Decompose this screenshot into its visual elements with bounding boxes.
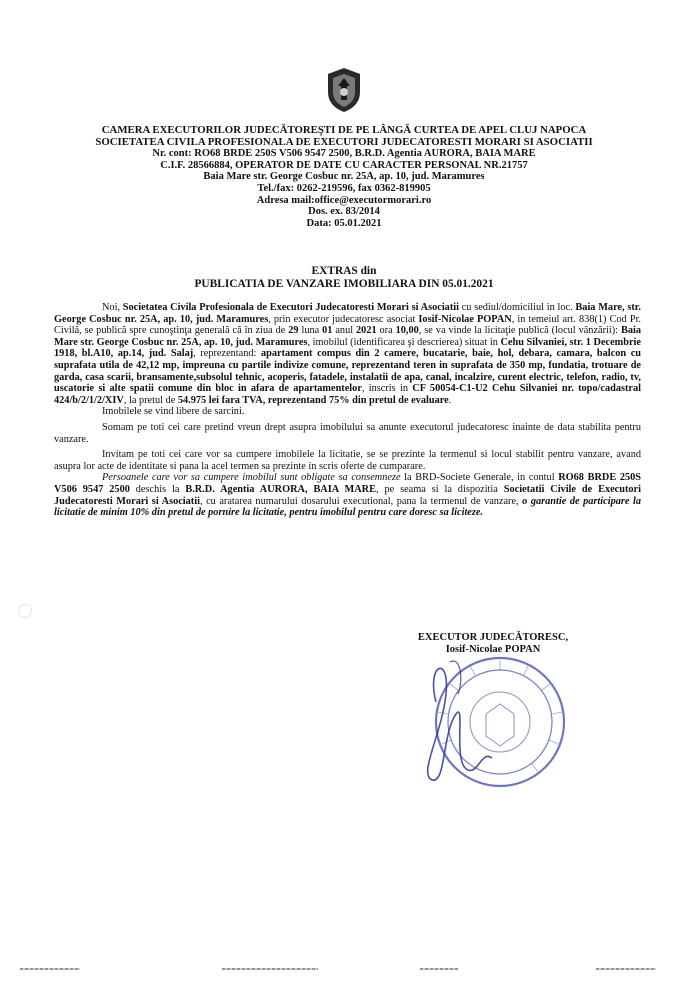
document-body xyxy=(54,302,641,519)
paragraph-summons: Somam pe toti cei care pretind vreun drept asupra imobilului sa anunte executorul judecatoresc inainte de data stabilita pentru vanzare. xyxy=(54,421,641,445)
paragraph-announcement xyxy=(54,302,641,406)
text-bold: 10,00 xyxy=(395,325,419,337)
text-run: , inscris in xyxy=(361,383,413,395)
text-run: anul xyxy=(332,325,357,337)
header-bank-account: Nr. cont: RO68 BRDE 250S V506 9547 2500, B.R.D. Agentia AURORA, BAIA MARE xyxy=(152,148,536,160)
text-run: luna xyxy=(298,325,323,337)
text-bold: Societatii Civile de Executori Judecatoresti Morari si Asociatii xyxy=(54,483,641,507)
institution-header xyxy=(60,125,628,229)
scan-artifact-line xyxy=(20,968,80,970)
scan-artifact-line xyxy=(420,968,458,970)
text-run: , reprezentand: xyxy=(193,348,261,360)
scan-artifact-line xyxy=(222,968,318,970)
text-run: Noi, xyxy=(102,302,123,313)
title-publication: PUBLICATIA DE VANZARE IMOBILIARA DIN 05.01.2021 xyxy=(194,278,494,290)
header-company: SOCIETATEA CIVILA PROFESIONALA DE EXECUTORI JUDECATORESTI MORARI SI ASOCIATII xyxy=(95,135,593,148)
coat-of-arms-emblem xyxy=(322,66,366,114)
text-bold: B.R.D. Agentia AURORA, BAIA MARE xyxy=(185,483,376,495)
signature-title: EXECUTOR JUDECĂTORESC, xyxy=(417,632,569,643)
text-bold: Societatea Civila Profesionala de Executori Judecatoresti Morari si Asociatii xyxy=(122,302,459,313)
paragraph-guarantee xyxy=(54,472,641,518)
text-bold: Baia Mare, str. George Cosbuc nr. 25A, ap. 10, jud. Maramures xyxy=(54,302,641,325)
text-italic: Persoanele care vor sa cumpere imobilul sunt obligate sa consemneze xyxy=(102,472,401,484)
text-run: , cu aratarea numarului dosarului executional, pana la termenul de vanzare, xyxy=(199,495,523,507)
text-bold: 29 xyxy=(288,325,299,337)
official-stamp-and-signature xyxy=(398,654,578,794)
scan-artifact-line xyxy=(596,968,656,970)
text-run: , se va vinde la licitaţie publică (locul vânzării): xyxy=(418,325,621,337)
text-run: ora xyxy=(376,325,396,337)
header-date: Data: 05.01.2021 xyxy=(306,217,382,229)
text-bold: Baia Mare str. George Cosbuc nr. 25A, ap. 10, jud. Maramures xyxy=(54,325,641,348)
text-bold: RO68 BRDE 250S V506 9547 2500 xyxy=(54,472,642,495)
header-phone: Tel./fax: 0262-219596, fax 0362-819905 xyxy=(257,182,431,194)
text-bold-italic: o garantie de participare la licitatie de minim 10% din pretul de pornire la licitatie, pentru imobilul pentru care doresc sa liciteze. xyxy=(54,495,641,519)
text-run: , pe seama si la dispozitia xyxy=(375,483,504,495)
text-bold: Cehu Silvaniei, str. 1 Decembrie 1918, bl.A10, ap.14, jud. Salaj xyxy=(54,336,641,360)
text-bold: CF 50054-C1-U2 Cehu Silvaniei nr. topo/cadastral 424/b/2/1/2/XIV xyxy=(54,383,641,406)
paragraph-invitation: Invitam pe toti cei care vor sa cumpere imobilele la licitatie, se se prezinte la termenul si locul stabilit pentru vanzare, avand asupra lor acte de identitate si pana la acel termen sa prezinte in scris oferte de cumparare. xyxy=(54,449,641,472)
text-bold: Iosif-Nicolae POPAN xyxy=(418,313,512,325)
text-bold: 2021 xyxy=(356,325,377,337)
header-cif: C.I.F. 28566884, OPERATOR DE DATE CU CARACTER PERSONAL NR.21757 xyxy=(160,159,528,171)
text-run: deschis la xyxy=(129,483,186,495)
text-run: cu sediul/domiciliul in loc. xyxy=(458,302,576,313)
text-run: , imobilul (identificarea şi descrierea) situat in xyxy=(307,336,501,348)
scan-hole-mark xyxy=(18,604,32,618)
text-run: la BRD-Societe Generale, in contul xyxy=(400,472,559,484)
header-email: Adresa mail:office@executormorari.ro xyxy=(256,194,432,206)
text-run: , prin executor judecatoresc asociat xyxy=(268,313,419,325)
signature-name: Iosif-Nicolae POPAN xyxy=(445,644,541,655)
header-file-number: Dos. ex. 83/2014 xyxy=(308,206,380,218)
signature-block xyxy=(398,632,588,656)
text-run: , in temeiul art. 838(1) Cod Pr. Civilă, se publică spre cunoştinţa generală că în ziua de xyxy=(54,313,642,337)
text-bold: 54.975 lei fara TVA, reprezentand 75% din pretul de evaluare xyxy=(177,394,449,406)
title-extract: EXTRAS din xyxy=(311,265,377,277)
text-bold: 01 xyxy=(322,325,333,337)
text-run: . xyxy=(448,394,452,406)
header-chamber: CAMERA EXECUTORILOR JUDECĂTOREŞTI DE PE LÂNGĂ CURTEA DE APEL CLUJ NAPOCA xyxy=(101,124,587,136)
text-run: , la pretul de xyxy=(123,394,178,406)
text-bold: apartament compus din 2 camere, bucatarie, baie, hol, debara, camara, balcon cu suprafata utila de 42,12 mp, impreuna cu partile indivize comune, reprezentand teren in suprafata de 350 mp, fundatia, trotuare de garda, casa scarii, bransamente,subsolul tehnic, acoperis, fatadele, instalatii de apa, canal, incalzire, curent electric, telefon, radio, tv, uscatorie si alte spatii comune din bloc in afara de apartamentelor xyxy=(54,348,641,395)
paragraph-no-encumbrances: Imobilele se vind libere de sarcini. xyxy=(102,406,245,418)
header-address: Baia Mare str. George Cosbuc nr. 25A, ap. 10, jud. Maramures xyxy=(203,171,485,183)
document-title xyxy=(60,265,628,291)
